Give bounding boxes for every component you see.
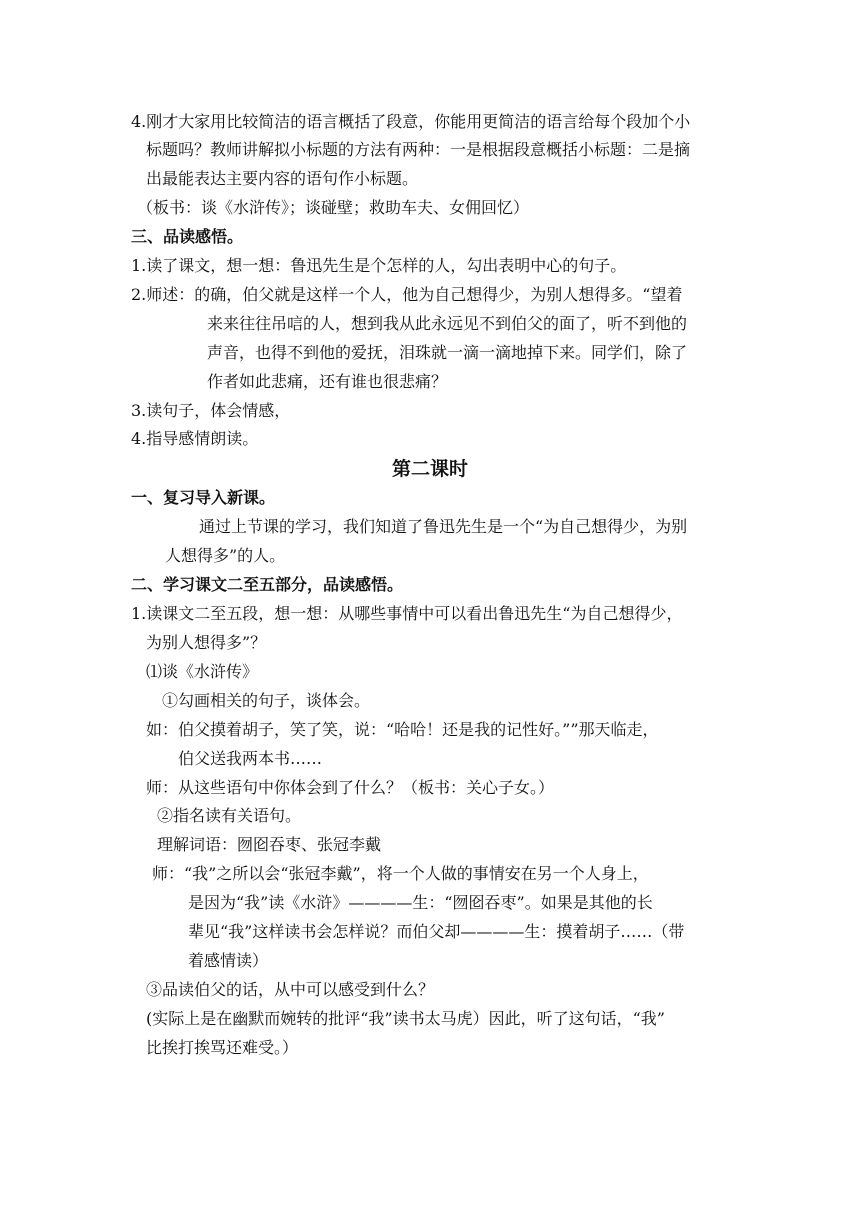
s3-item2-line1: 2.师述：的确，伯父就是这样一个人，他为自己想得少，为别人想得多。“望着 (131, 285, 683, 304)
vocab-line: 理解词语：囫囵吞枣、张冠李戴 (157, 835, 382, 854)
s3-item2-line3: 声音，也得不到他的爱抚，泪珠就一滴一滴地掉下来。同学们，除了 (207, 343, 688, 362)
lesson2-title: 第二课时 (391, 458, 468, 480)
note-line1: (实际上是在幽默而婉转的批评“我”读书太马虎）因此，听了这句话，“我” (146, 1009, 665, 1028)
example-line1: 如：伯父摸着胡子，笑了笑，说：“哈哈！还是我的记性好。””那天临走， (146, 720, 659, 739)
section2-heading: 二、学习课文二至五部分，品读感悟。 (131, 575, 404, 594)
item4-line2: 标题吗？教师讲解拟小标题的方法有两种：一是根据段意概括小标题：二是摘 (146, 140, 691, 159)
section1-line1: 通过上节课的学习，我们知道了鲁迅先生是一个“为自己想得少，为别 (199, 517, 688, 536)
board-note: （板书：谈《水浒传》；谈碰壁；救助车夫、女佣回忆） (137, 198, 530, 217)
item4-line1: 4.刚才大家用比较简洁的语言概括了段意，你能用更简洁的语言给每个段加个小 (131, 112, 691, 131)
s2-item1-line1: 1.读课文二至五段，想一想：从哪些事情中可以看出鲁迅先生“为自己想得少， (131, 604, 683, 623)
teacher2-line1: 师：“我”之所以会“张冠李戴”，将一个人做的事情安在另一个人身上， (152, 864, 649, 883)
section1-line2: 人想得多”的人。 (165, 546, 286, 565)
step3: ③品读伯父的话，从中可以感受到什么？ (146, 980, 435, 999)
step2: ②指名读有关语句。 (157, 806, 302, 825)
example-line2: 伯父送我两本书…… (178, 749, 323, 768)
s3-item3: 3.读句子，体会情感， (131, 401, 291, 420)
teacher2-line4: 着感情读） (188, 951, 269, 970)
s3-item1: 1.读了课文，想一想：鲁迅先生是个怎样的人，勾出表明中心的句子。 (131, 256, 627, 275)
s3-item2-line2: 来来往往吊唁的人，想到我从此永远见不到伯父的面了，听不到他的 (207, 314, 688, 333)
s3-item2-line4: 作者如此悲痛，还有谁也很悲痛？ (207, 372, 448, 391)
teacher2-line3: 辈见“我”这样读书会怎样说？而伯父却————生：摸着胡子……（带 (188, 922, 685, 941)
sub-heading-shuihu: ⑴谈《水浒传》 (146, 662, 259, 681)
item4-line3: 出最能表达主要内容的语句作小标题。 (146, 169, 419, 188)
note-line2: 比挨打挨骂还难受。） (146, 1038, 299, 1057)
teacher2-line2: 是因为“我”读《水浒》————生：“囫囵吞枣”。如果是其他的长 (188, 893, 653, 912)
step1: ①勾画相关的句子，谈体会。 (162, 691, 371, 710)
s3-item4: 4.指导感情朗读。 (131, 429, 259, 448)
teacher-question: 师：从这些语句中你体会到了什么？（板书：关心子女。） (146, 778, 555, 797)
s2-item1-line2: 为别人想得多”？ (146, 633, 267, 652)
section3-heading: 三、品读感悟。 (131, 227, 244, 246)
section1-heading: 一、复习导入新课。 (131, 488, 276, 507)
